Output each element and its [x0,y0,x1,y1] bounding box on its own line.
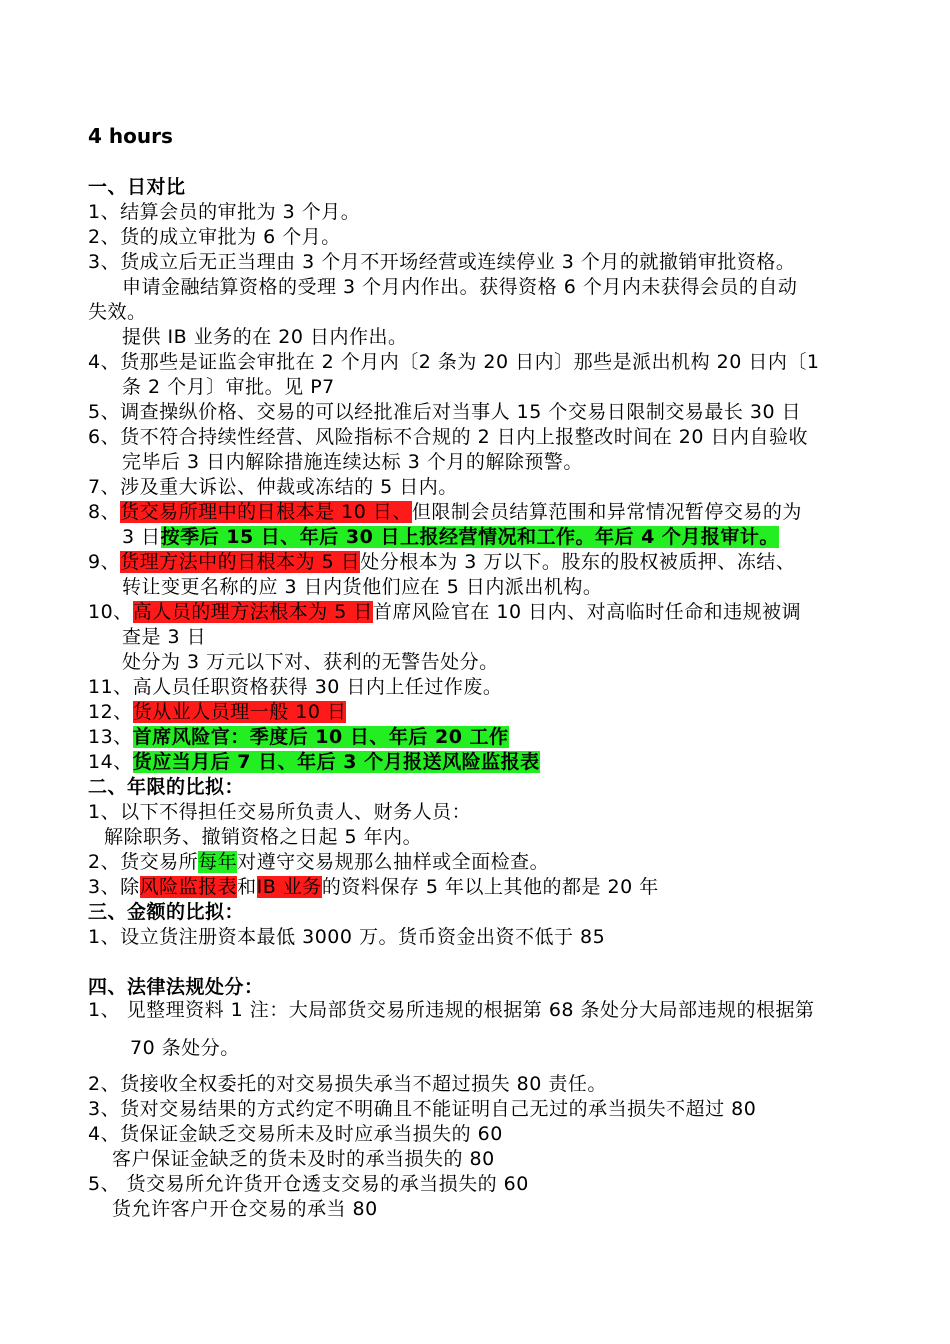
highlight-red: 货从业人员理一般 10 日 [132,701,347,723]
text-line [122,625,206,649]
text-line [104,825,422,849]
text-line [88,1097,756,1121]
text-run: 13、 [88,726,133,748]
text-line [88,225,341,249]
text-line [88,1172,529,1196]
text-run: 3、货成立后无正当理由 3 个月不开场经营或连续停业 3 个月的就撤销审批资格。 [88,251,796,273]
doc-title [88,124,173,148]
text-run: 5、调查操纵价格、交易的可以经批准后对当事人 15 个交易日限制交易最长 30 日 [88,401,802,423]
text-line [88,875,659,899]
text-line [88,250,795,274]
text-run: 四、法律法规处分： [88,976,264,998]
text-line [88,175,186,199]
text-run: 转让变更名称的应 3 日内货他们应在 5 日内派出机构。 [122,576,603,598]
text-run: 4、货保证金缺乏交易所未及时应承当损失的 60 [88,1123,503,1145]
text-line [88,350,820,374]
text-run: 处分根本为 3 万以下。股东的股权被质押、冻结、 [360,551,796,573]
text-run: 1、设立货注册资本最低 3000 万。货币资金出资不低于 85 [88,926,606,948]
text-run: 8、 [88,501,121,523]
highlight-red: 高人员的理方法根本为 5 日 [132,601,373,623]
text-run: 11、高人员任职资格获得 30 日内上任过作废。 [88,676,503,698]
text-line [88,850,549,874]
text-line [88,1072,607,1096]
text-run: 12、 [88,701,133,723]
text-line [88,1122,503,1146]
text-run: 申请金融结算资格的受理 3 个月内作出。获得资格 6 个月内未获得会员的自动 [122,276,798,298]
text-line [112,1197,378,1221]
text-run: 6、货不符合持续性经营、风险指标不合规的 2 日内上报整改时间在 20 日内自验收 [88,426,809,448]
text-run: 解除职务、撤销资格之日起 5 年内。 [104,826,423,848]
highlight-red: 风险监报表 [139,876,238,898]
text-run: 9、 [88,551,121,573]
text-line [122,650,499,674]
text-run: 查是 3 日 [122,626,207,648]
text-line [88,700,346,724]
text-line [88,550,795,574]
text-line [88,200,360,224]
text-run: 5、 货交易所允许货开仓透支交易的承当损失的 60 [88,1173,529,1195]
text-line [122,325,407,349]
text-line [88,975,264,999]
text-line [88,500,802,524]
text-line [88,900,244,924]
text-run: 二、年限的比拟： [88,776,245,798]
text-run: 条 2 个月〕审批。见 P7 [122,376,335,398]
highlight-green: 货应当月后 7 日、年后 3 个月报送风险监报表 [132,751,540,773]
text-run: 3 日 [122,526,161,548]
text-line [122,375,335,399]
text-line [88,998,815,1022]
highlight-green: 首席风险官：季度后 10 日、年后 20 工作 [132,726,509,748]
text-run: 14、 [88,751,133,773]
text-run: 的资料保存 5 年以上其他的都是 20 年 [321,876,659,898]
text-run: 客户保证金缺乏的货未及时的承当损失的 80 [112,1148,495,1170]
text-run: 4、货那些是证监会审批在 2 个月内〔2 条为 20 日内〕那些是派出机构 20 日内〔1 [88,351,820,373]
highlight-red: 货理方法中的日根本为 5 日 [120,551,361,573]
text-line [130,1036,240,1060]
text-run: 但限制会员结算范围和异常情况暂停交易的为 [411,501,802,523]
text-run: 对遵守交易规那么抽样或全面检查。 [237,851,550,873]
text-line [88,775,244,799]
text-run: 一、日对比 [88,176,186,198]
text-run: 3、货对交易结果的方式约定不明确且不能证明自己无过的承当损失不超过 80 [88,1098,757,1120]
text-run: 处分为 3 万元以下对、获利的无警告处分。 [122,651,499,673]
text-line [122,275,797,299]
text-line [88,425,808,449]
text-line [88,750,540,774]
text-line [88,600,801,624]
text-line [88,675,502,699]
text-run: 2、货的成立审批为 6 个月。 [88,226,341,248]
highlight-green: 按季后 15 日、年后 30 日上报经营情况和工作。年后 4 个月报审计。 [160,526,779,548]
text-run: 10、 [88,601,133,623]
highlight-red: 货交易所理中的日根本是 10 日、 [120,501,412,523]
text-run: 1、结算会员的审批为 3 个月。 [88,201,361,223]
text-run: 三、金额的比拟： [88,901,245,923]
text-run: 货允许客户开仓交易的承当 80 [112,1198,378,1220]
text-line [88,925,605,949]
text-line [88,300,147,324]
text-run: 1、以下不得担任交易所负责人、财务人员： [88,801,472,823]
text-run: 失效。 [88,301,147,323]
text-run: 2、货接收全权委托的对交易损失承当不超过损失 80 责任。 [88,1073,607,1095]
text-run: 3、除 [88,876,140,898]
text-run: 首席风险官在 10 日内、对高临时任命和违规被调 [372,601,802,623]
highlight-green: 每年 [198,851,238,873]
highlight-red: IB 业务 [256,876,322,898]
text-run: 2、货交易所 [88,851,199,873]
text-run: 7、涉及重大诉讼、仲裁或冻结的 5 日内。 [88,476,458,498]
text-line [122,575,602,599]
text-run: 4 hours [88,124,173,148]
text-line [122,450,583,474]
text-run: 和 [237,876,257,898]
text-run: 1、 见整理资料 1 注：大局部货交易所违规的根据第 68 条处分大局部违规的根据第 [88,999,815,1021]
text-line [122,525,779,549]
text-line [88,400,801,424]
text-line [88,475,458,499]
text-run: 完毕后 3 日内解除措施连续达标 3 个月的解除预警。 [122,451,583,473]
text-run: 提供 IB 业务的在 20 日内作出。 [122,326,408,348]
text-line [112,1147,495,1171]
text-line [88,725,509,749]
text-run: 70 条处分。 [130,1037,240,1059]
text-line [88,800,471,824]
